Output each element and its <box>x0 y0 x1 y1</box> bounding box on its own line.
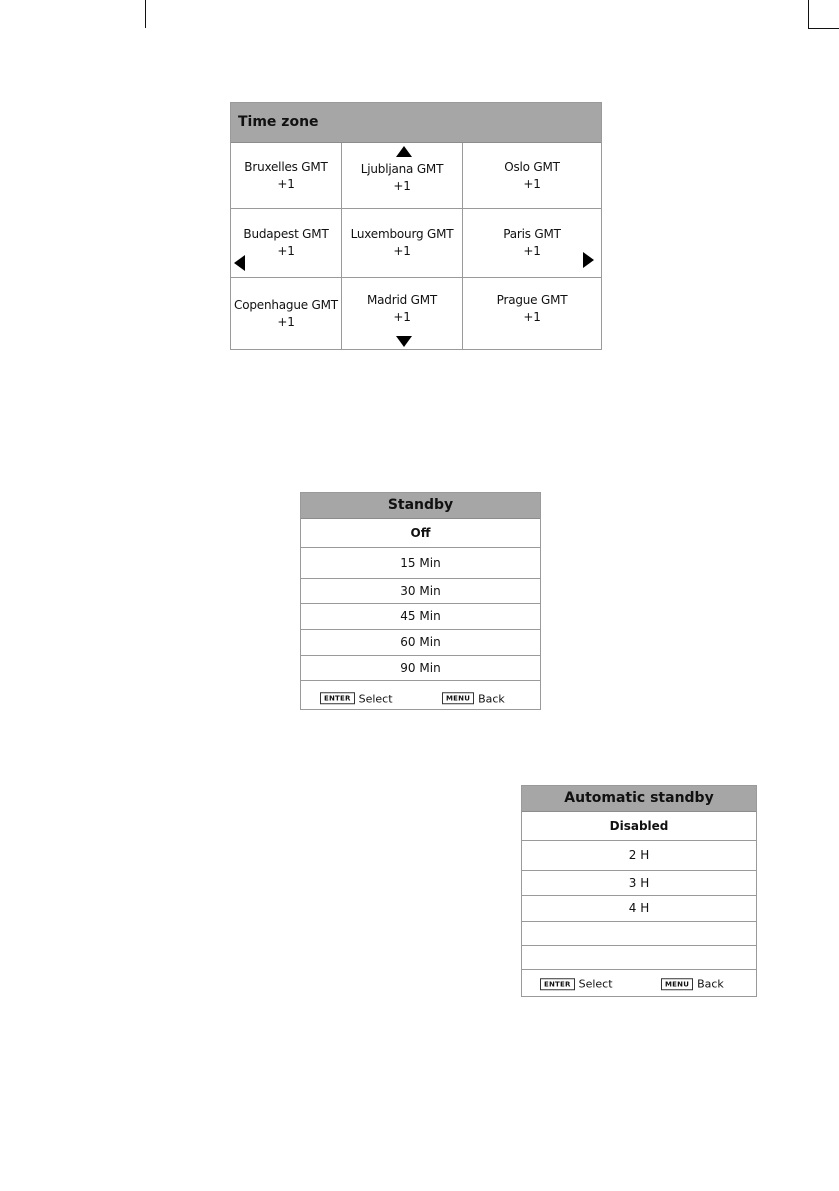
scroll-down-arrow-icon[interactable] <box>396 336 412 347</box>
tz-offset: +1 <box>277 244 295 258</box>
tz-offset: +1 <box>393 310 411 324</box>
select-hint[interactable] <box>540 977 613 991</box>
tz-option-oslo[interactable] <box>463 143 601 209</box>
select-label: Select <box>358 691 393 705</box>
tz-city: Ljubljana GMT <box>360 161 444 176</box>
standby-option-30[interactable]: 30 Min <box>301 579 540 604</box>
standby-option-15[interactable]: 15 Min <box>301 548 540 579</box>
auto-standby-option-disabled[interactable]: Disabled <box>522 812 756 841</box>
tz-option-copenhague[interactable] <box>231 278 342 349</box>
time-zone-grid <box>231 143 601 349</box>
auto-standby-option-3h[interactable]: 3 H <box>522 871 756 896</box>
auto-standby-option-4h[interactable]: 4 H <box>522 896 756 922</box>
enter-key-icon: ENTER <box>320 692 355 704</box>
tz-city: Bruxelles GMT <box>244 159 328 174</box>
tz-option-prague[interactable] <box>463 278 601 349</box>
tz-option-luxembourg[interactable] <box>342 209 463 278</box>
crop-mark <box>808 28 839 29</box>
tz-city: Paris GMT <box>503 227 561 241</box>
tz-city: Oslo GMT <box>504 159 560 174</box>
scroll-left-arrow-icon[interactable] <box>234 255 245 271</box>
scroll-up-arrow-icon[interactable] <box>396 146 412 157</box>
tz-city: Copenhague GMT <box>234 297 338 312</box>
crop-mark <box>145 0 146 28</box>
auto-standby-option-empty <box>522 946 756 970</box>
standby-option-off[interactable]: Off <box>301 519 540 548</box>
auto-standby-option-2h[interactable]: 2 H <box>522 841 756 871</box>
standby-footer <box>301 681 540 715</box>
tz-city: Madrid GMT <box>366 293 437 307</box>
tz-city: Prague GMT <box>496 293 568 307</box>
automatic-standby-title: Automatic standby <box>522 786 756 812</box>
back-label: Back <box>478 691 505 705</box>
standby-option-90[interactable]: 90 Min <box>301 656 540 681</box>
tz-offset: +1 <box>523 176 541 191</box>
standby-option-60[interactable]: 60 Min <box>301 630 540 656</box>
standby-menu <box>300 492 541 710</box>
tz-offset: +1 <box>523 310 541 324</box>
time-zone-panel <box>230 102 602 350</box>
scroll-right-arrow-icon[interactable] <box>583 252 594 268</box>
back-label: Back <box>697 977 724 991</box>
tz-city: Luxembourg GMT <box>350 227 454 241</box>
crop-mark <box>808 0 809 28</box>
auto-standby-option-empty <box>522 922 756 946</box>
tz-city: Budapest GMT <box>243 227 329 241</box>
back-hint[interactable] <box>661 977 724 991</box>
time-zone-title: Time zone <box>231 103 601 143</box>
tz-offset: +1 <box>523 244 541 258</box>
tz-offset: +1 <box>277 176 295 191</box>
select-hint[interactable] <box>320 691 393 705</box>
enter-key-icon: ENTER <box>540 978 575 990</box>
menu-key-icon: MENU <box>661 978 693 990</box>
standby-option-45[interactable]: 45 Min <box>301 604 540 630</box>
automatic-standby-footer <box>522 970 756 997</box>
tz-option-budapest[interactable] <box>231 209 342 278</box>
tz-offset: +1 <box>277 314 295 329</box>
back-hint[interactable] <box>442 691 505 705</box>
tz-option-paris[interactable] <box>463 209 601 278</box>
select-label: Select <box>578 977 613 991</box>
tz-offset: +1 <box>393 178 411 193</box>
tz-offset: +1 <box>393 244 411 258</box>
standby-title: Standby <box>301 493 540 519</box>
tz-option-bruxelles[interactable] <box>231 143 342 209</box>
automatic-standby-menu <box>521 785 757 997</box>
menu-key-icon: MENU <box>442 692 474 704</box>
